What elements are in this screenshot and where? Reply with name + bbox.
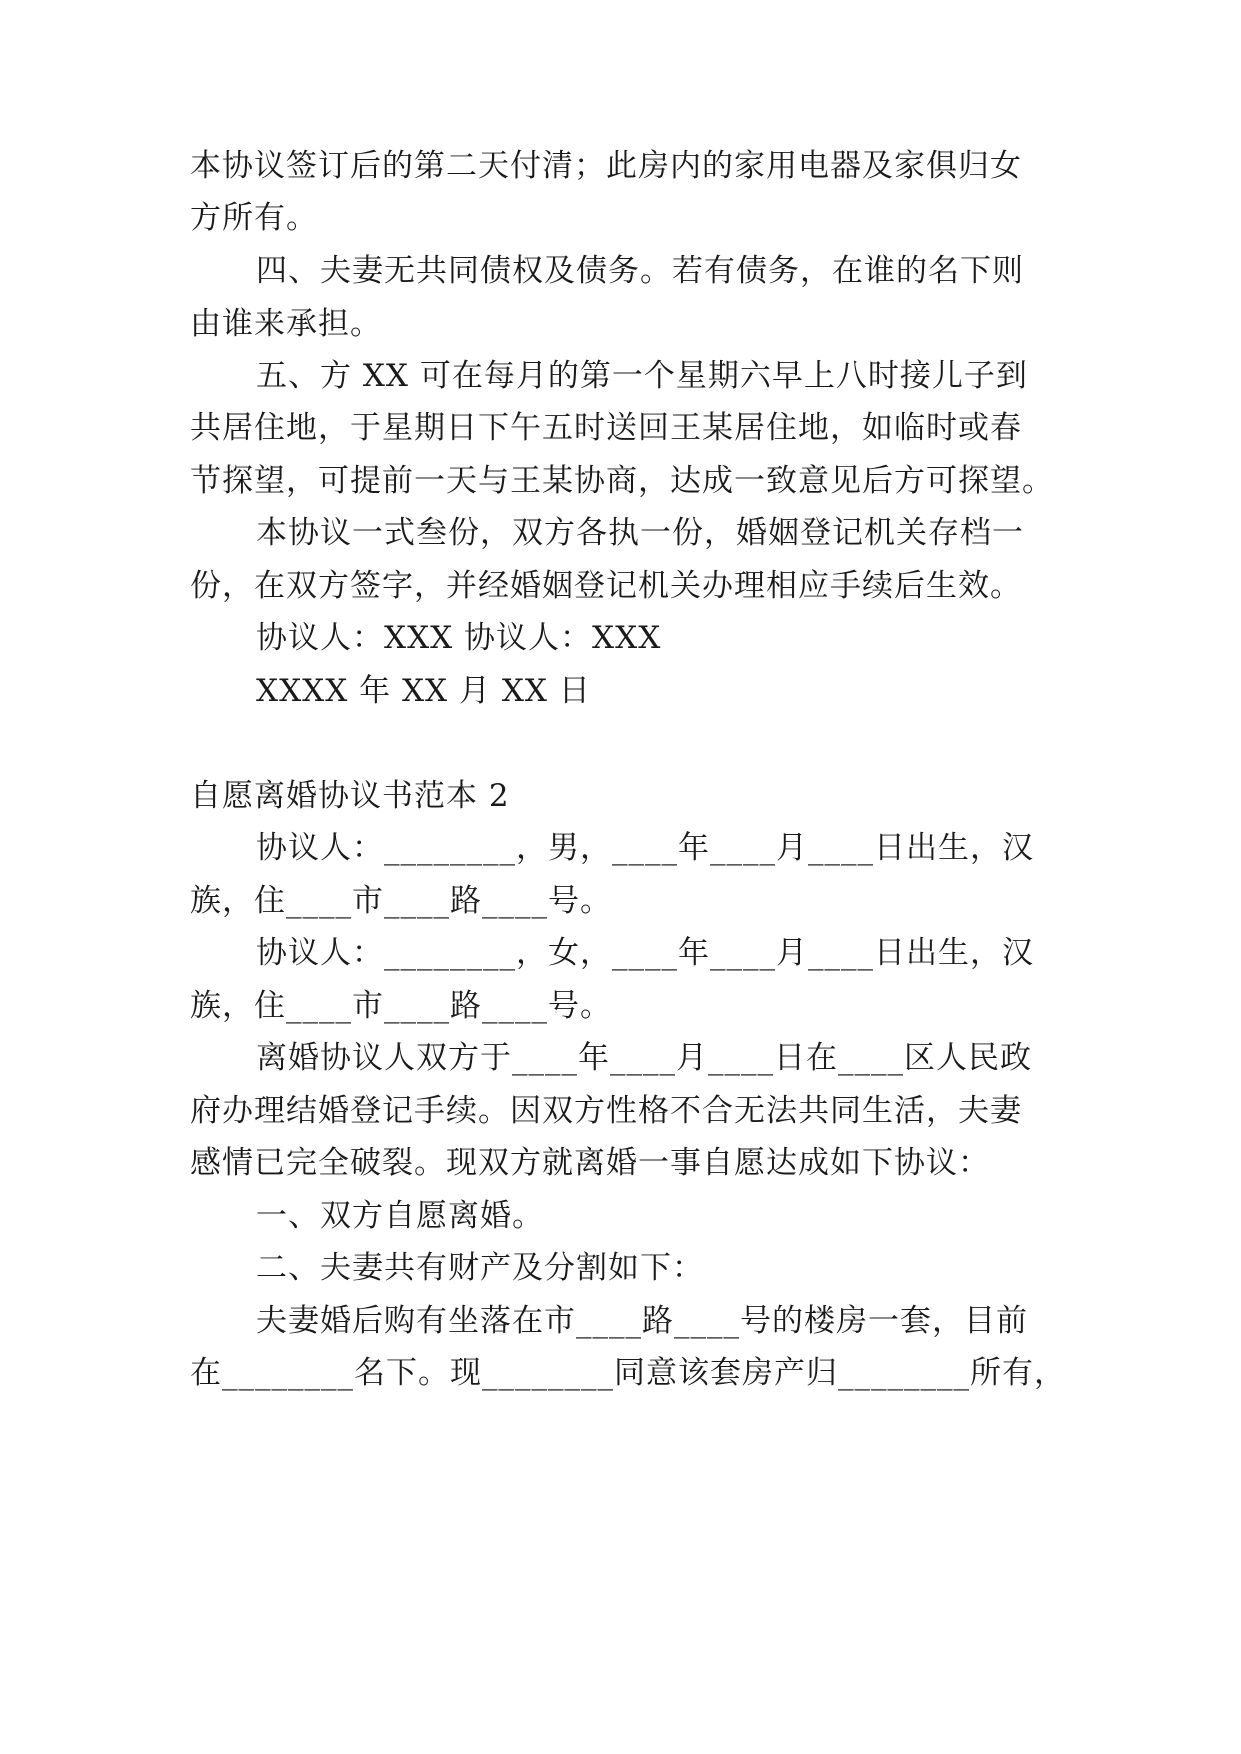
paragraph-line: 夫妻婚后购有坐落在市____路____号的楼房一套，目前	[256, 1303, 1028, 1339]
paragraph-line: 府办理结婚登记手续。因双方性格不合无法共同生活，夫妻	[190, 1093, 1022, 1129]
signature-line: 协议人：XXX 协议人：XXX	[256, 620, 662, 656]
paragraph-line: 节探望，可提前一天与王某协商，达成一致意见后方可探望。	[190, 463, 1054, 499]
paragraph-line: 族，住____市____路____号。	[190, 883, 612, 919]
paragraph-line: 本协议一式叁份，双方各执一份，婚姻登记机关存档一	[256, 515, 1024, 551]
paragraph-line: 一、双方自愿离婚。	[256, 1198, 544, 1234]
paragraph-line: 份，在双方签字，并经婚姻登记机关办理相应手续后生效。	[190, 568, 1022, 604]
section-title: 自愿离婚协议书范本 2	[190, 778, 510, 814]
paragraph-line: 二、夫妻共有财产及分割如下：	[256, 1250, 704, 1286]
paragraph-line: 方所有。	[190, 200, 318, 236]
paragraph-line: 四、夫妻无共同债权及债务。若有债务，在谁的名下则	[256, 253, 1024, 289]
paragraph-line: 五、方 XX 可在每月的第一个星期六早上八时接儿子到	[256, 358, 1028, 394]
paragraph-line: 在________名下。现________同意该套房产归________所有，	[190, 1355, 1066, 1391]
paragraph-line: 协议人：________，男，____年____月____日出生，汉	[256, 830, 1034, 866]
paragraph-line: 离婚协议人双方于____年____月____日在____区人民政	[256, 1040, 1032, 1076]
paragraph-line: 感情已完全破裂。现双方就离婚一事自愿达成如下协议：	[190, 1145, 990, 1181]
paragraph-line: 协议人：________，女，____年____月____日出生，汉	[256, 935, 1034, 971]
paragraph-line: 本协议签订后的第二天付清；此房内的家用电器及家俱归女	[190, 148, 1022, 184]
date-line: XXXX 年 XX 月 XX 日	[256, 673, 591, 709]
paragraph-line: 由谁来承担。	[190, 306, 382, 342]
paragraph-line: 族，住____市____路____号。	[190, 988, 612, 1024]
paragraph-line: 共居住地，于星期日下午五时送回王某居住地，如临时或春	[190, 410, 1022, 446]
